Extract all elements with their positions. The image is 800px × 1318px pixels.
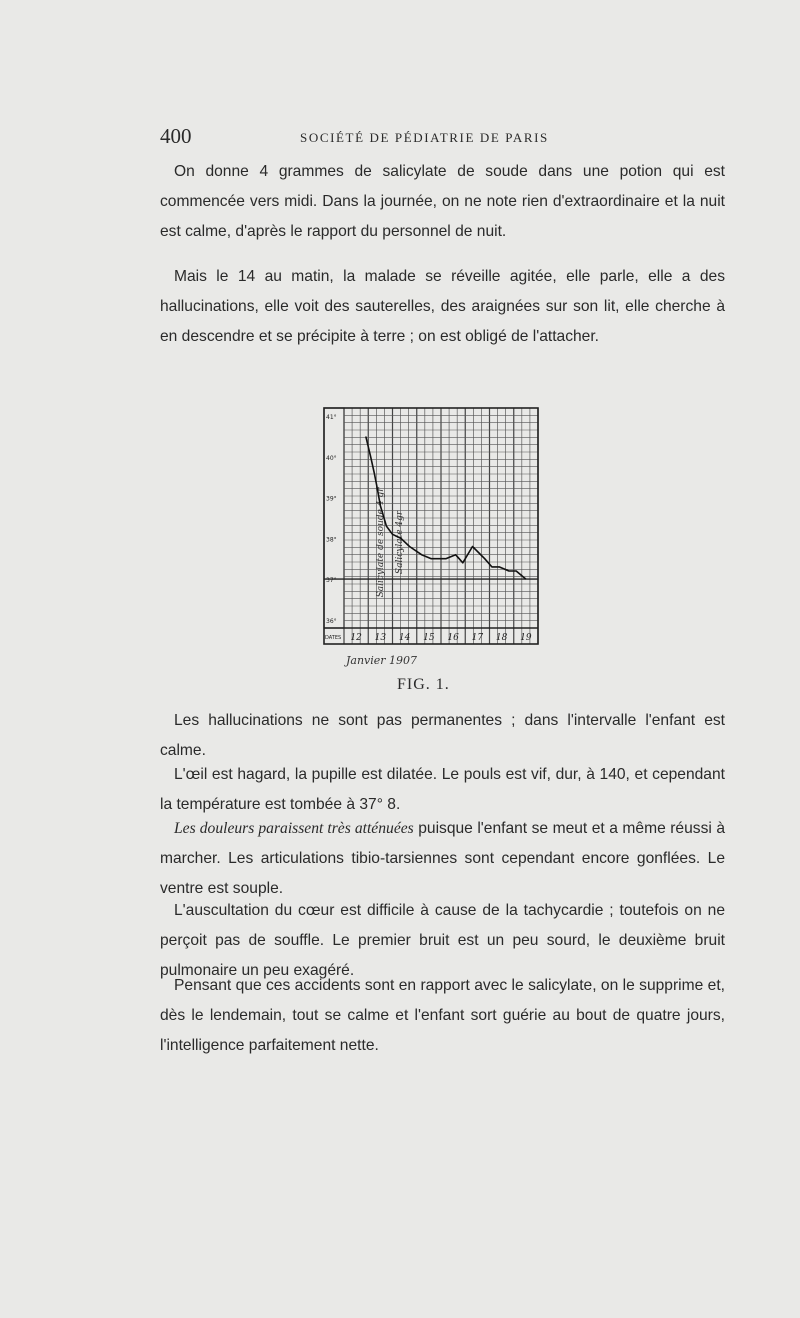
annotation-label: Salicylate 4gr [395, 510, 406, 575]
paragraph-2: Mais le 14 au matin, la malade se réveille agitée, elle parle, elle a des hallucinations, elle voit des sauterelles, des araignées sur son lit, elle cherche à en descendre et se précipite à terre ; on est obligé de l'attacher. [160, 268, 725, 345]
day-label: 19 [520, 633, 532, 643]
y-tick-label: 39° [326, 495, 337, 503]
dates-row-label: DATES [325, 635, 342, 641]
day-label: 18 [495, 633, 508, 643]
paragraph-5 [160, 814, 725, 904]
running-title: SOCIÉTÉ DE PÉDIATRIE DE PARIS [300, 130, 549, 145]
chart-series [366, 437, 526, 580]
paragraph-6: L'auscultation du cœur est difficile à cause de la tachycardie ; toutefois on ne perçoit pas de souffle. Le premier bruit est un peu sourd, le deuxième bruit pulmonaire un peu exagéré. [160, 902, 725, 979]
day-label: 16 [447, 633, 459, 643]
day-label: 17 [471, 633, 484, 643]
y-tick-label: 37° [326, 577, 337, 585]
chart-grid [324, 408, 538, 644]
day-label: 14 [398, 633, 411, 643]
page-header [160, 124, 725, 150]
chart-x-label: Janvier 1907 [346, 654, 418, 667]
chart-y-tick-labels [325, 414, 341, 641]
day-label: 12 [350, 633, 362, 643]
paragraph-5-rest: puisque l'enfant se meut et a même réussi à marcher. Les articulations tibio-tarsiennes sont cependant encore gonflées. Le ventre est souple. [160, 820, 725, 897]
y-tick-label: 40° [326, 454, 337, 462]
y-tick-label: 41° [326, 414, 337, 422]
day-label: 13 [374, 633, 387, 643]
figure-caption: FIG. 1. [397, 676, 450, 693]
chart-label-column [324, 408, 344, 628]
paragraph-1: On donne 4 grammes de salicylate de soude dans une potion qui est commencée vers midi. Dans la journée, on ne note rien d'extraordinaire et la nuit est calme, d'après le rapport du personnel de nuit. [160, 163, 725, 240]
temperature-line [366, 437, 526, 580]
day-label: 15 [423, 633, 435, 643]
annotation-label: Salicylate de soude 4 gr [375, 487, 386, 598]
page-number: 400 [160, 124, 192, 148]
paragraph-7: Pensant que ces accidents sont en rapport avec le salicylate, on le supprime et, dès le lendemain, tout se calme et l'enfant sort guérie au bout de quatre jours, l'intelligence parfaitement nette. [160, 977, 725, 1054]
temperature-chart [310, 400, 550, 675]
paragraph-4: L'œil est hagard, la pupille est dilatée. Le pouls est vif, dur, à 140, et cependant la température est tombée à 37° 8. [160, 766, 725, 813]
italic-phrase: Les douleurs paraissent très atténuées [174, 820, 414, 837]
y-tick-label: 38° [326, 536, 337, 544]
y-tick-label: 36° [326, 617, 337, 625]
paragraph-3: Les hallucinations ne sont pas permanentes ; dans l'intervalle l'enfant est calme. [160, 712, 725, 759]
